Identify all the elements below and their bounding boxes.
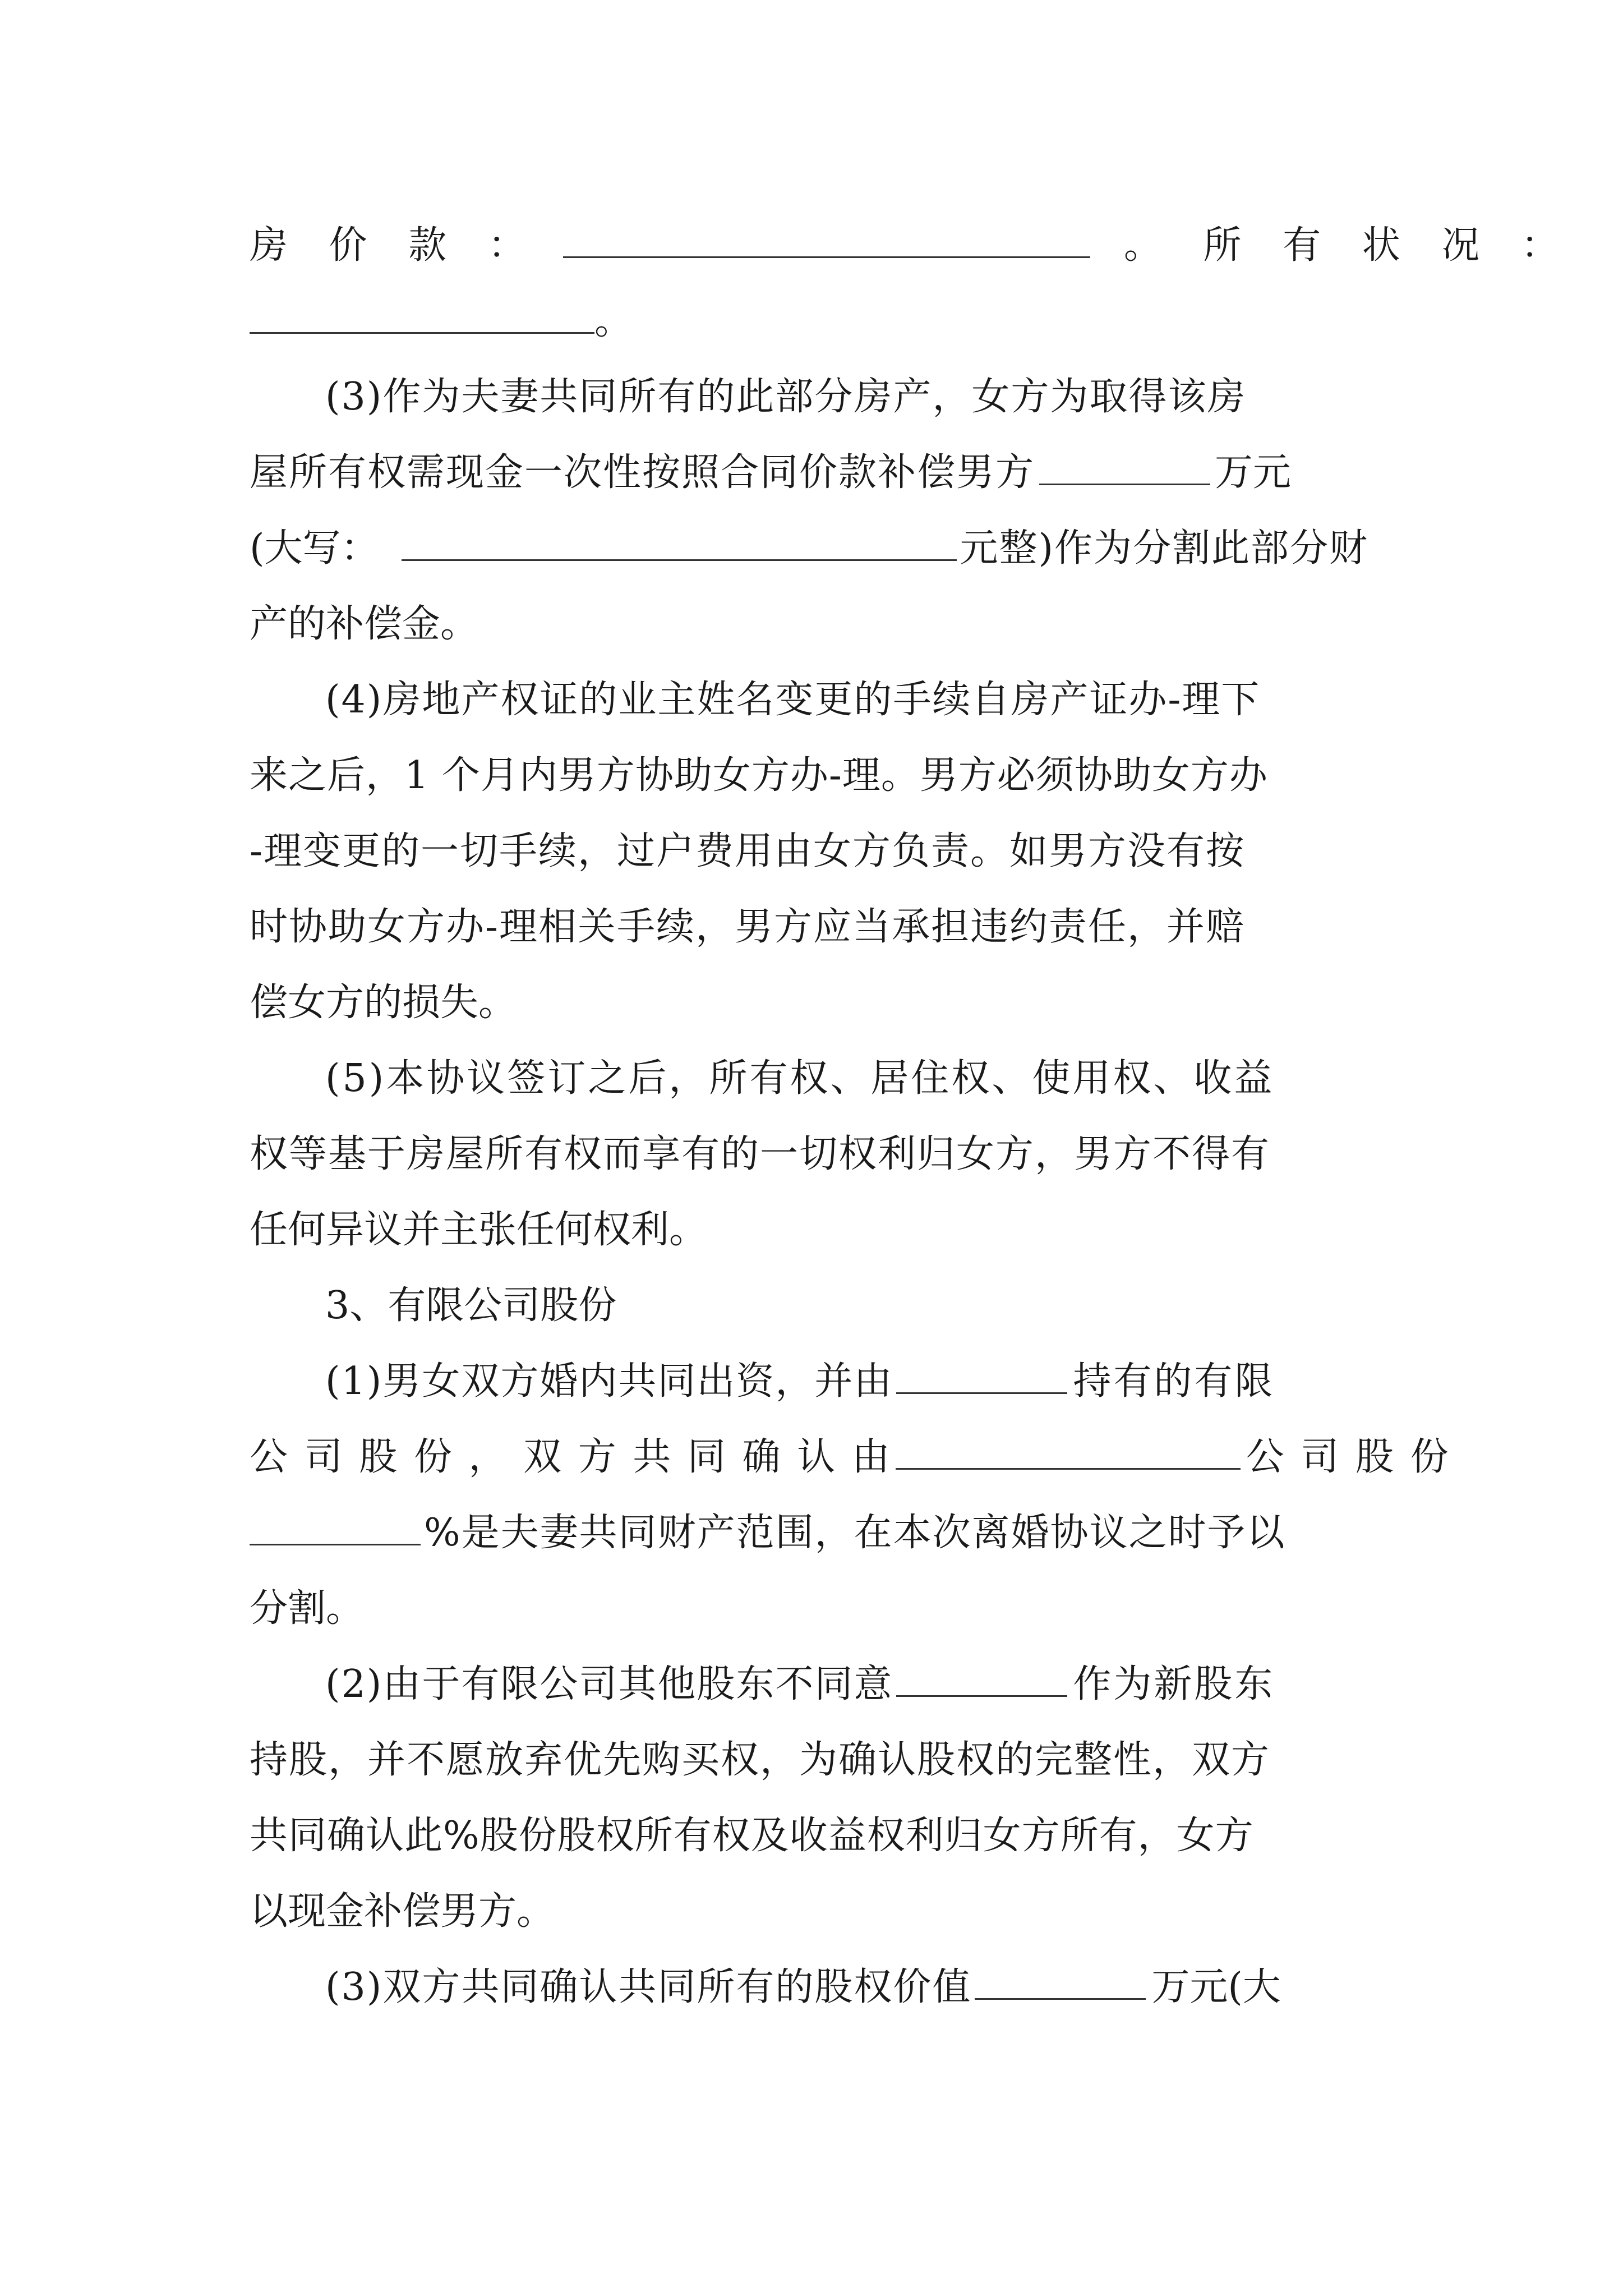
text-segment: 持有的有限: [1073, 1359, 1275, 1404]
text-segment: %是夫妻共同财产范围，在本次离婚协议之时予以: [424, 1511, 1286, 1555]
text-segment: 以现金补偿男方。: [250, 1889, 555, 1934]
house-price-blank[interactable]: [563, 222, 1090, 258]
text-segment: 分割。: [250, 1586, 365, 1631]
compensation-amount-blank[interactable]: [1039, 449, 1210, 485]
text-segment: 时协助女方办-理相关手续，男方应当承担违约责任，并赔: [250, 905, 1245, 949]
text-line: [250, 1810, 1394, 1862]
paragraph-5-line-1: [325, 1053, 1394, 1105]
share-percent-blank[interactable]: [250, 1509, 421, 1545]
amount-in-words-blank[interactable]: [402, 524, 957, 561]
text-segment: (大写：: [250, 526, 379, 570]
new-shareholder-blank[interactable]: [896, 1660, 1067, 1697]
text-line: [250, 826, 1394, 877]
text-line: [250, 296, 1394, 347]
text-line: [250, 1432, 1451, 1483]
text-segment: 万元(大: [1151, 1965, 1281, 2009]
text-segment: 作为新股东: [1073, 1662, 1275, 1706]
house-price-label: 房 价 款 ：: [250, 223, 541, 268]
company-name-blank[interactable]: [896, 1433, 1241, 1470]
text-segment: (5)本协议签订之后，所有权、居住权、使用权、收益: [325, 1056, 1275, 1101]
text-line: [325, 1659, 1394, 1710]
text-segment: -理变更的一切手续，过户费用由女方负责。如男方没有按: [250, 829, 1245, 873]
ownership-status-label: 。 所 有 状 况 ：: [1123, 223, 1574, 268]
text-line: [250, 1204, 1394, 1256]
text-segment: 持股，并不愿放弃优先购买权，为确认股权的完整性，双方: [250, 1738, 1271, 1782]
text-segment: 来之后，1 个月内男方协助女方办-理。男方必须协助女方办: [250, 753, 1268, 798]
text-line: [250, 750, 1394, 802]
holder-name-blank[interactable]: [896, 1358, 1067, 1394]
text-segment: (2)由于有限公司其他股东不同意: [325, 1662, 893, 1706]
text-line: [250, 1129, 1394, 1180]
ownership-status-blank[interactable]: [250, 297, 594, 334]
text-segment: 偿女方的损失。: [250, 981, 517, 1025]
text-segment: (1)男女双方婚内共同出资，并由: [325, 1359, 893, 1404]
paragraph-4-line-1: [325, 674, 1394, 726]
text-segment: 。: [594, 299, 633, 343]
text-segment: 共同确认此%股份股权所有权及收益权利归女方所有，女方: [250, 1814, 1254, 1858]
text-line: [250, 447, 1394, 499]
text-segment: 权等基于房屋所有权而享有的一切权利归女方，男方不得有: [250, 1132, 1271, 1176]
text-line: [250, 1507, 1394, 1559]
text-line: [325, 1962, 1394, 2013]
text-line: [250, 1734, 1394, 1786]
text-segment: (4)房地产权证的业主姓名变更的手续自房产证办-理下: [325, 678, 1261, 722]
text-line: [250, 220, 1574, 272]
text-segment: 元整)作为分割此部分财: [960, 526, 1369, 570]
text-segment: 产的补偿金。: [250, 602, 479, 646]
text-segment: 公 司 股 份: [1246, 1435, 1451, 1479]
text-segment: 3、有限公司股份: [325, 1283, 617, 1328]
text-line: [250, 1886, 1394, 1938]
text-segment: (3)作为夫妻共同所有的此部分房产，女方为取得该房: [325, 375, 1247, 419]
text-segment: 万元: [1215, 450, 1292, 495]
text-line: [250, 1583, 1394, 1635]
text-segment: 任何异议并主张任何权利。: [250, 1208, 708, 1252]
equity-value-blank[interactable]: [975, 1963, 1146, 2000]
text-segment: 屋所有权需现金一次性按照合同价款补偿男方: [250, 450, 1035, 495]
text-line: [250, 523, 1394, 574]
text-line: [325, 1356, 1394, 1407]
paragraph-3-line-1: [325, 371, 1394, 423]
text-segment: (3)双方共同确认共同所有的股权价值: [325, 1965, 972, 2009]
text-segment: 公 司 股 份 ， 双 方 共 同 确 认 由: [250, 1435, 892, 1479]
text-line: [250, 599, 1394, 650]
text-line: [250, 901, 1394, 953]
text-line: [250, 977, 1394, 1029]
section-heading: [325, 1280, 1394, 1332]
